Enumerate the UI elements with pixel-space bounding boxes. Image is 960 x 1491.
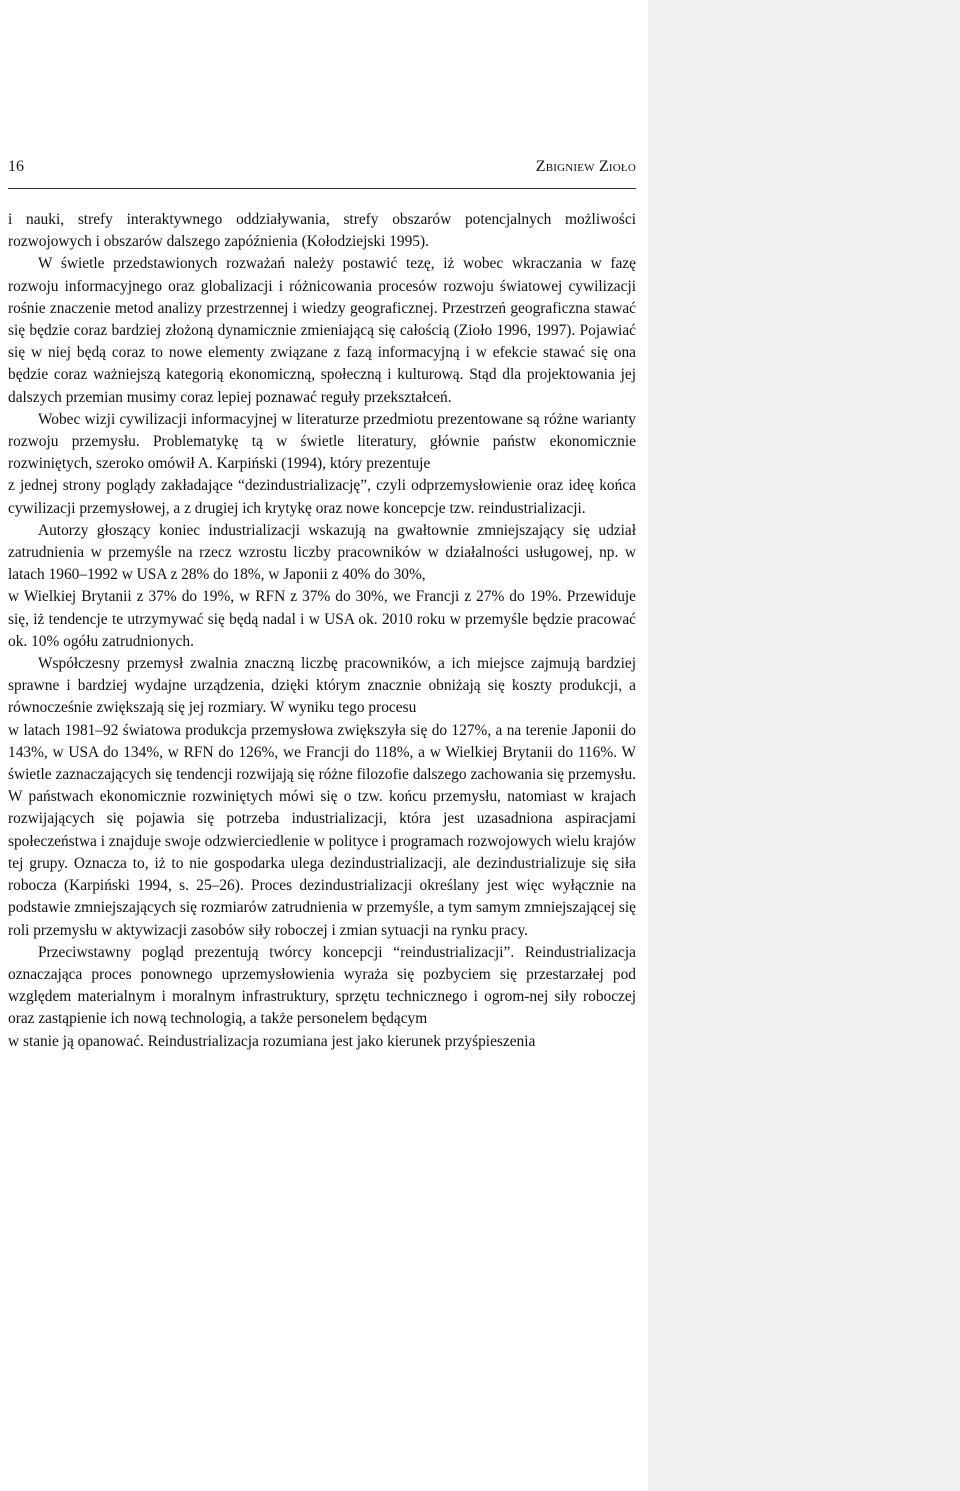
document-page [8,148,636,1053]
paragraph: i nauki, strefy interaktywnego oddziaływania, strefy obszarów potencjalnych możliwości rozwojowych i obszarów dalszego zapóźnienia (Kołodziejski 1995). [8,211,636,251]
page-header [8,148,636,189]
running-head-author: Zbigniew Zioło [535,158,636,175]
body-text [8,209,636,1053]
paragraph: w stanie ją opanować. Reindustrializacja rozumiana jest jako kierunek przyśpieszenia [8,1032,536,1050]
paragraph: Współczesny przemysł zwalnia znaczną liczbę pracowników, a ich miejsce zajmują bardziej sprawne i bardziej wydajne urządzenia, dzięki którym znacznie obniżają się koszty produkcji, a równocześnie zwiększają się jej rozmiary. W wyniku tego procesu [8,655,636,717]
paragraph: z jednej strony poglądy zakładające “dezindustrializację”, czyli odprzemysłowienie oraz ideę końca cywilizacji przemysłowej, a z drugiej ich krytykę oraz nowe koncepcje tzw. reindustrializacji. [8,477,636,517]
side-panel [648,0,960,1491]
paragraph: Autorzy głoszący koniec industrializacji wskazują na gwałtownie zmniejszający się udział zatrudnienia w przemyśle na rzecz wzrostu liczby pracowników w działalności usługowej, np. w latach 1960–1992 w USA z 28% do 18%, w Japonii z 40% do 30%, [8,521,636,584]
paragraph: Przeciwstawny pogląd prezentują twórcy koncepcji “reindustrializacji”. Reindustrializacja oznaczająca proces ponownego uprzemysłowienia wyraża się pozbyciem się przestarzałej pod względem materialnym i moralnym infrastruktury, sprzętu technicznego i ogrom-nej siły roboczej oraz zastąpienie ich nową technologią, a także personelem będącym [8,943,636,1028]
paragraph: w latach 1981–92 światowa produkcja przemysłowa zwiększyła się do 127%, a na terenie Japonii do 143%, w USA do 134%, w RFN do 126%, we Francji do 118%, a w Wielkiej Brytanii do 116%. W świetle zaznaczających się tendencji rozwijają się różne filozofie dalszego zachowania się przemysłu. W państwach ekonomicznie rozwiniętych mówi się o tzw. końcu przemysłu, natomiast w krajach rozwijających się pojawia się potrzeba industrializacji, która jest uzasadniona aspiracjami społeczeństwa i znajduje swoje odzwierciedlenie w polityce i programach rozwojowych wielu krajów tej grupy. Oznacza to, iż to nie gospodarka ulega dezindustrializacji, ale dezindustrializuje się siła robocza (Karpiński 1994, s. 25–26). Proces dezindustrializacji określany jest więc wyłącznie na podstawie zmniejszających się rozmiarów zatrudnienia w przemyśle, a tym samym zmniejszającej się roli przemysłu w aktywizacji zasobów siły roboczej i zmian sytuacji na rynku pracy. [8,721,636,939]
page-number: 16 [8,158,24,175]
paragraph: W świetle przedstawionych rozważań należy postawić tezę, iż wobec wkraczania w fazę rozwoju informacyjnego oraz globalizacji i różnicowania procesów rozwoju światowej cywilizacji rośnie znaczenie metod analizy przestrzennej i wiedzy geograficznej. Przestrzeń geograficzna stawać się będzie coraz bardziej złożoną dynamicznie zmieniającą się całością (Zioło 1996, 1997). Pojawiać się w niej będą coraz to nowe elementy związane z fazą informacyjną i w efekcie stawać się ona będzie coraz ważniejszą kategorią ekonomiczną, społeczną i kulturową. Stąd dla projektowania jej dalszych przemian musimy coraz lepiej poznawać reguły przekształceń. [8,255,636,406]
paragraph: w Wielkiej Brytanii z 37% do 19%, w RFN z 37% do 30%, we Francji z 27% do 19%. Przewiduje się, iż tendencje te utrzymywać się będą nadal i w USA ok. 2010 roku w przemyśle będzie pracować ok. 10% ogółu zatrudnionych. [8,588,636,650]
paragraph: Wobec wizji cywilizacji informacyjnej w literaturze przedmiotu prezentowane są różne warianty rozwoju przemysłu. Problematykę tą w świetle literatury, głównie państw ekonomicznie rozwiniętych, szeroko omówił A. Karpiński (1994), który prezentuje [8,410,636,473]
